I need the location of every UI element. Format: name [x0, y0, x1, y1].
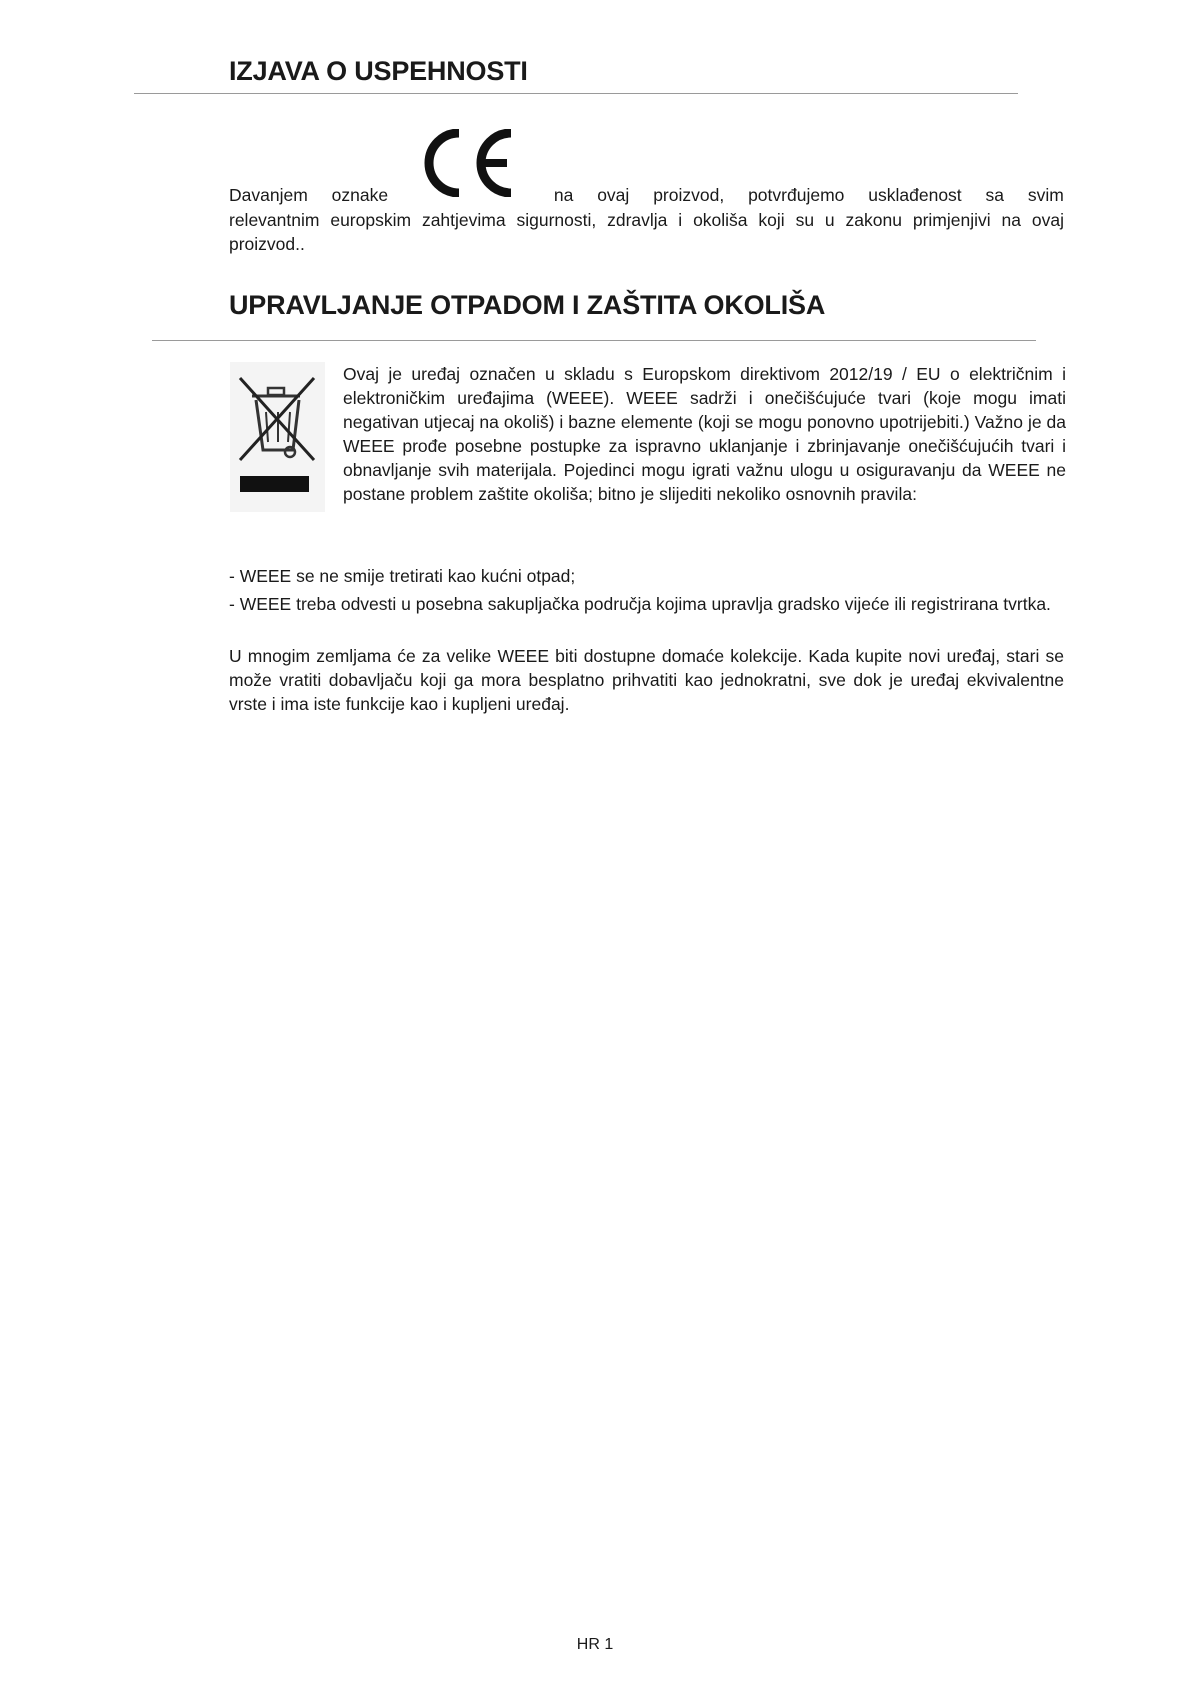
word: svim: [1027, 185, 1064, 205]
word: usklađenost: [868, 185, 962, 205]
waste-intro-paragraph: Ovaj je uređaj označen u skladu s Europskom direktivom 2012/19 / EU o električnim i elektroničkim uređajima (WEEE). WEEE sadrži i onečišćujuće tvari (koje mogu imati negativan utjecaj na okoliš) i bazne elemente (koji se mogu ponovno upotrijebiti.) Važno je da WEEE prođe posebne postupke za ispravno uklanjanje i zbrinjavanje onečišćujućih tvari i obnavljanje svih materijala. Pojedinci mogu igrati važnu ulogu u osiguravanju da WEEE ne postane problem zaštite okoliša; bitno je slijediti nekoliko osnovnih pravila:: [343, 364, 1066, 504]
word: sa: [985, 185, 1005, 205]
word: ovaj: [597, 185, 630, 205]
word: na: [553, 185, 574, 205]
declaration-heading: IZJAVA O USPEHNOSTI: [229, 56, 528, 86]
word: oznake: [331, 185, 389, 205]
word: proizvod,: [653, 185, 725, 205]
crossed-out-wheelie-bin-icon: [230, 362, 325, 512]
waste-rule-item: - WEEE se ne smije tretirati kao kućni otpad;: [229, 566, 576, 586]
declaration-divider: [134, 93, 1018, 94]
word: Davanjem: [229, 185, 308, 205]
word: potvrđujemo: [748, 185, 845, 205]
waste-divider: [152, 340, 1036, 341]
waste-heading: UPRAVLJANJE OTPADOM I ZAŠTITA OKOLIŠA: [229, 290, 826, 320]
waste-rule-item: - WEEE treba odvesti u posebna sakupljačka područja kojima upravlja gradsko vijeće ili registrirana tvrtka.: [229, 594, 1051, 614]
waste-closing-paragraph: U mnogim zemljama će za velike WEEE biti dostupne domaće kolekcije. Kada kupite novi uređaj, stari se može vratiti dobavljaču koji ga mora besplatno prihvatiti kao jednokratni, sve dok je uređaj ekvivalentne vrste i ima iste funkcije kao i kupljeni uređaj.: [229, 646, 1064, 714]
page-number: HR 1: [576, 1636, 614, 1653]
ce-declaration-line: [229, 183, 1064, 207]
declaration-continuation: relevantnim europskim zahtjevima sigurnosti, zdravlja i okoliša koji su u zakonu primjenjivi na ovaj proizvod..: [229, 210, 1064, 254]
